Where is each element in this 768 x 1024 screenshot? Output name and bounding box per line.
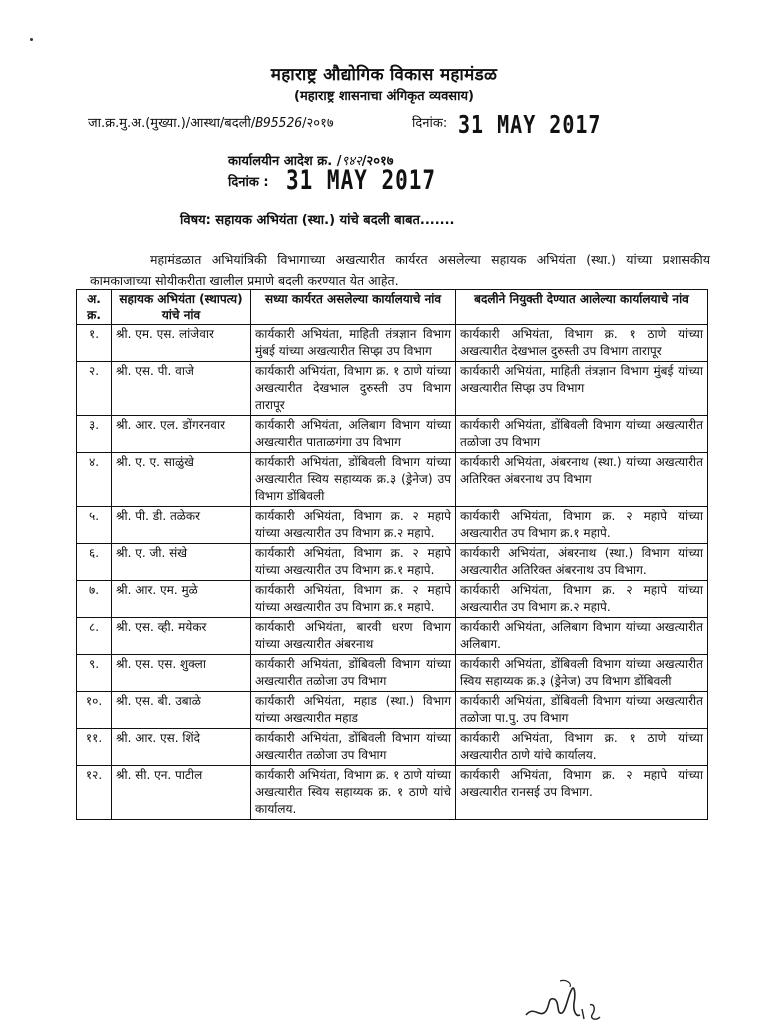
table-row [77, 766, 708, 820]
row-engineer-name: श्री. आर. एस. शिंदे [112, 729, 251, 766]
table-row [77, 544, 708, 581]
row-new-office: कार्यकारी अभियंता, अंबरनाथ (स्था.) यांच्या अखत्यारीत अतिरिक्त अंबरनाथ उप विभाग [456, 453, 708, 507]
row-new-office: कार्यकारी अभियंता, अंबरनाथ (स्था.) विभाग यांच्या अखत्यारीत अतिरिक्त अंबरनाथ उप विभाग. [456, 544, 708, 581]
row-new-office: कार्यकारी अभियंता, अलिबाग विभाग यांच्या अखत्यारीत अलिबाग. [456, 618, 708, 655]
organization-subtitle: (महाराष्ट्र शासनाचा अंगिकृत व्यवसाय) [294, 89, 474, 104]
table-row [77, 362, 708, 416]
row-serial: ४. [77, 453, 112, 507]
row-engineer-name: श्री. ए. ए. साळुंखे [112, 453, 251, 507]
table-row [77, 729, 708, 766]
row-new-office: कार्यकारी अभियंता, डोंबिवली विभाग यांच्या अखत्यारीत तळोजा पा.पु. उप विभाग [456, 692, 708, 729]
row-engineer-name: श्री. ए. जी. संखे [112, 544, 251, 581]
row-current-office: कार्यकारी अभियंता, बारवी धरण विभाग यांच्या अखत्यारीत अंबरनाथ [251, 618, 456, 655]
header-current-office: सध्या कार्यरत असलेल्या कार्यालयाचे नांव [251, 290, 456, 325]
row-current-office: कार्यकारी अभियंता, डोंबिवली विभाग यांच्या अखत्यारीत तळोजा उप विभाग [251, 655, 456, 692]
row-new-office: कार्यकारी अभियंता, विभाग क्र. २ महापे यांच्या अखत्यारीत रानसई उप विभाग. [456, 766, 708, 820]
row-serial: १. [77, 325, 112, 362]
signature-icon [520, 975, 610, 1023]
row-current-office: कार्यकारी अभियंता, विभाग क्र. २ महापे यांच्या अखत्यारीत उप विभाग क्र.२ महापे. [251, 507, 456, 544]
table-row [77, 692, 708, 729]
table-row [77, 325, 708, 362]
row-current-office: कार्यकारी अभियंता, विभाग क्र. २ महापे यांच्या अखत्यारीत उप विभाग क्र.१ महापे. [251, 581, 456, 618]
table-row [77, 655, 708, 692]
row-serial: ९. [77, 655, 112, 692]
row-current-office: कार्यकारी अभियंता, विभाग क्र. २ महापे यांच्या अखत्यारीत उप विभाग क्र.१ महापे. [251, 544, 456, 581]
order-prefix: कार्यालयीन आदेश क्र. / [228, 154, 342, 169]
row-new-office: कार्यकारी अभियंता, विभाग क्र. १ ठाणे यांच्या अखत्यारीत देखभाल दुरुस्ती उप विभाग तारापूर [456, 325, 708, 362]
reference-suffix: /२०१७ [302, 116, 334, 131]
row-new-office: कार्यकारी अभियंता, विभाग क्र. २ महापे यांच्या अखत्यारीत उप विभाग क्र.२ महापे. [456, 581, 708, 618]
reference-date: 31 MAY 2017 [458, 109, 602, 139]
row-engineer-name: श्री. आर. एम. मुळे [112, 581, 251, 618]
row-serial: ३. [77, 416, 112, 453]
row-current-office: कार्यकारी अभियंता, माहिती तंत्रज्ञान विभाग मुंबई यांच्या अखत्यारीत सिप्झ उप विभाग [251, 325, 456, 362]
table-row [77, 581, 708, 618]
row-engineer-name: श्री. एस. एस. शुक्ला [112, 655, 251, 692]
reference-handwritten-number: B95526 [255, 116, 303, 131]
intro-paragraph: महामंडळात अभियांत्रिकी विभागाच्या अखत्यारीत कार्यरत असलेल्या सहायक अभियंता (स्था.) यांच्या प्रशासकीय कामकाजाच्या सोयीकरीता खालील प्रमाणे बदली करण्यात येत आहेत. [90, 252, 710, 288]
row-engineer-name: श्री. एस. पी. वाजे [112, 362, 251, 416]
row-current-office: कार्यकारी अभियंता, डोंबिवली विभाग यांच्या अखत्यारीत स्विय सहाय्यक क्र.३ (ड्रेनेज) उप विभाग डोंबिवली [251, 453, 456, 507]
row-engineer-name: श्री. पी. डी. तळेकर [112, 507, 251, 544]
order-suffix: /२०१७ [361, 154, 394, 169]
row-new-office: कार्यकारी अभियंता, डोंबिवली विभाग यांच्या अखत्यारीत स्विय सहाय्यक क्र.३ (ड्रेनेज) उप विभाग डोंबिवली [456, 655, 708, 692]
row-serial: १०. [77, 692, 112, 729]
table-row [77, 618, 708, 655]
order-handwritten-number: ९४२ [341, 154, 362, 169]
reference-date-label: दिनांक: [412, 116, 448, 131]
order-date-stamp [286, 165, 437, 195]
table-row [77, 416, 708, 453]
header-engineer-name: सहायक अभियंता (स्थापत्य) यांचे नांव [112, 290, 251, 325]
row-current-office: कार्यकारी अभियंता, विभाग क्र. १ ठाणे यांच्या अखत्यारीत स्विय सहाय्यक क्र. १ ठाणे यांचे कार्यालय. [251, 766, 456, 820]
row-engineer-name: श्री. आर. एल. डोंगरनवार [112, 416, 251, 453]
row-engineer-name: श्री. सी. एन. पाटील [112, 766, 251, 820]
row-engineer-name: श्री. एम. एस. लांजेवार [112, 325, 251, 362]
header-new-office: बदलीने नियुक्ती देण्यात आलेल्या कार्यालयाचे नांव [456, 290, 708, 325]
row-serial: ११. [77, 729, 112, 766]
row-current-office: कार्यकारी अभियंता, डोंबिवली विभाग यांच्या अखत्यारीत तळोजा उप विभाग [251, 729, 456, 766]
row-serial: ६. [77, 544, 112, 581]
row-new-office: कार्यकारी अभियंता, विभाग क्र. १ ठाणे यांच्या अखत्यारीत ठाणे यांचे कार्यालय. [456, 729, 708, 766]
row-current-office: कार्यकारी अभियंता, अलिबाग विभाग यांच्या अखत्यारीत पाताळगंगा उप विभाग [251, 416, 456, 453]
row-new-office: कार्यकारी अभियंता, विभाग क्र. २ महापे यांच्या अखत्यारीत उप विभाग क्र.१ महापे. [456, 507, 708, 544]
row-engineer-name: श्री. एस. बी. उबाळे [112, 692, 251, 729]
header-serial-no: अ. क्र. [77, 290, 112, 325]
row-serial: २. [77, 362, 112, 416]
row-current-office: कार्यकारी अभियंता, विभाग क्र. १ ठाणे यांच्या अखत्यारीत देखभाल दुरुस्ती उप विभाग तारापूर [251, 362, 456, 416]
subject-line: विषय: सहायक अभियंता (स्था.) यांचे बदली बाबत....... [180, 213, 455, 228]
reference-prefix: जा.क्र.मु.अ.(मुख्या.)/आस्था/बदली/ [88, 116, 256, 131]
row-new-office: कार्यकारी अभियंता, डोंबिवली विभाग यांच्या अखत्यारीत तळोजा उप विभाग [456, 416, 708, 453]
order-date: 31 MAY 2017 [286, 165, 437, 195]
row-new-office: कार्यकारी अभियंता, माहिती तंत्रज्ञान विभाग मुंबई यांच्या अखत्यारीत सिप्झ उप विभाग [456, 362, 708, 416]
reference-date-stamp [458, 109, 602, 139]
transfer-table [76, 289, 708, 820]
row-serial: ७. [77, 581, 112, 618]
table-header-row [77, 290, 708, 325]
row-serial: ५. [77, 507, 112, 544]
row-current-office: कार्यकारी अभियंता, महाड (स्था.) विभाग यांच्या अखत्यारीत महाड [251, 692, 456, 729]
order-date-label: दिनांक : [228, 175, 269, 190]
table-row [77, 453, 708, 507]
row-serial: १२. [77, 766, 112, 820]
scan-dot [30, 38, 33, 41]
table-row [77, 507, 708, 544]
organization-title: महाराष्ट्र औद्योगिक विकास महामंडळ [270, 65, 498, 85]
reference-number [88, 113, 334, 131]
row-serial: ८. [77, 618, 112, 655]
row-engineer-name: श्री. एस. व्ही. मयेकर [112, 618, 251, 655]
